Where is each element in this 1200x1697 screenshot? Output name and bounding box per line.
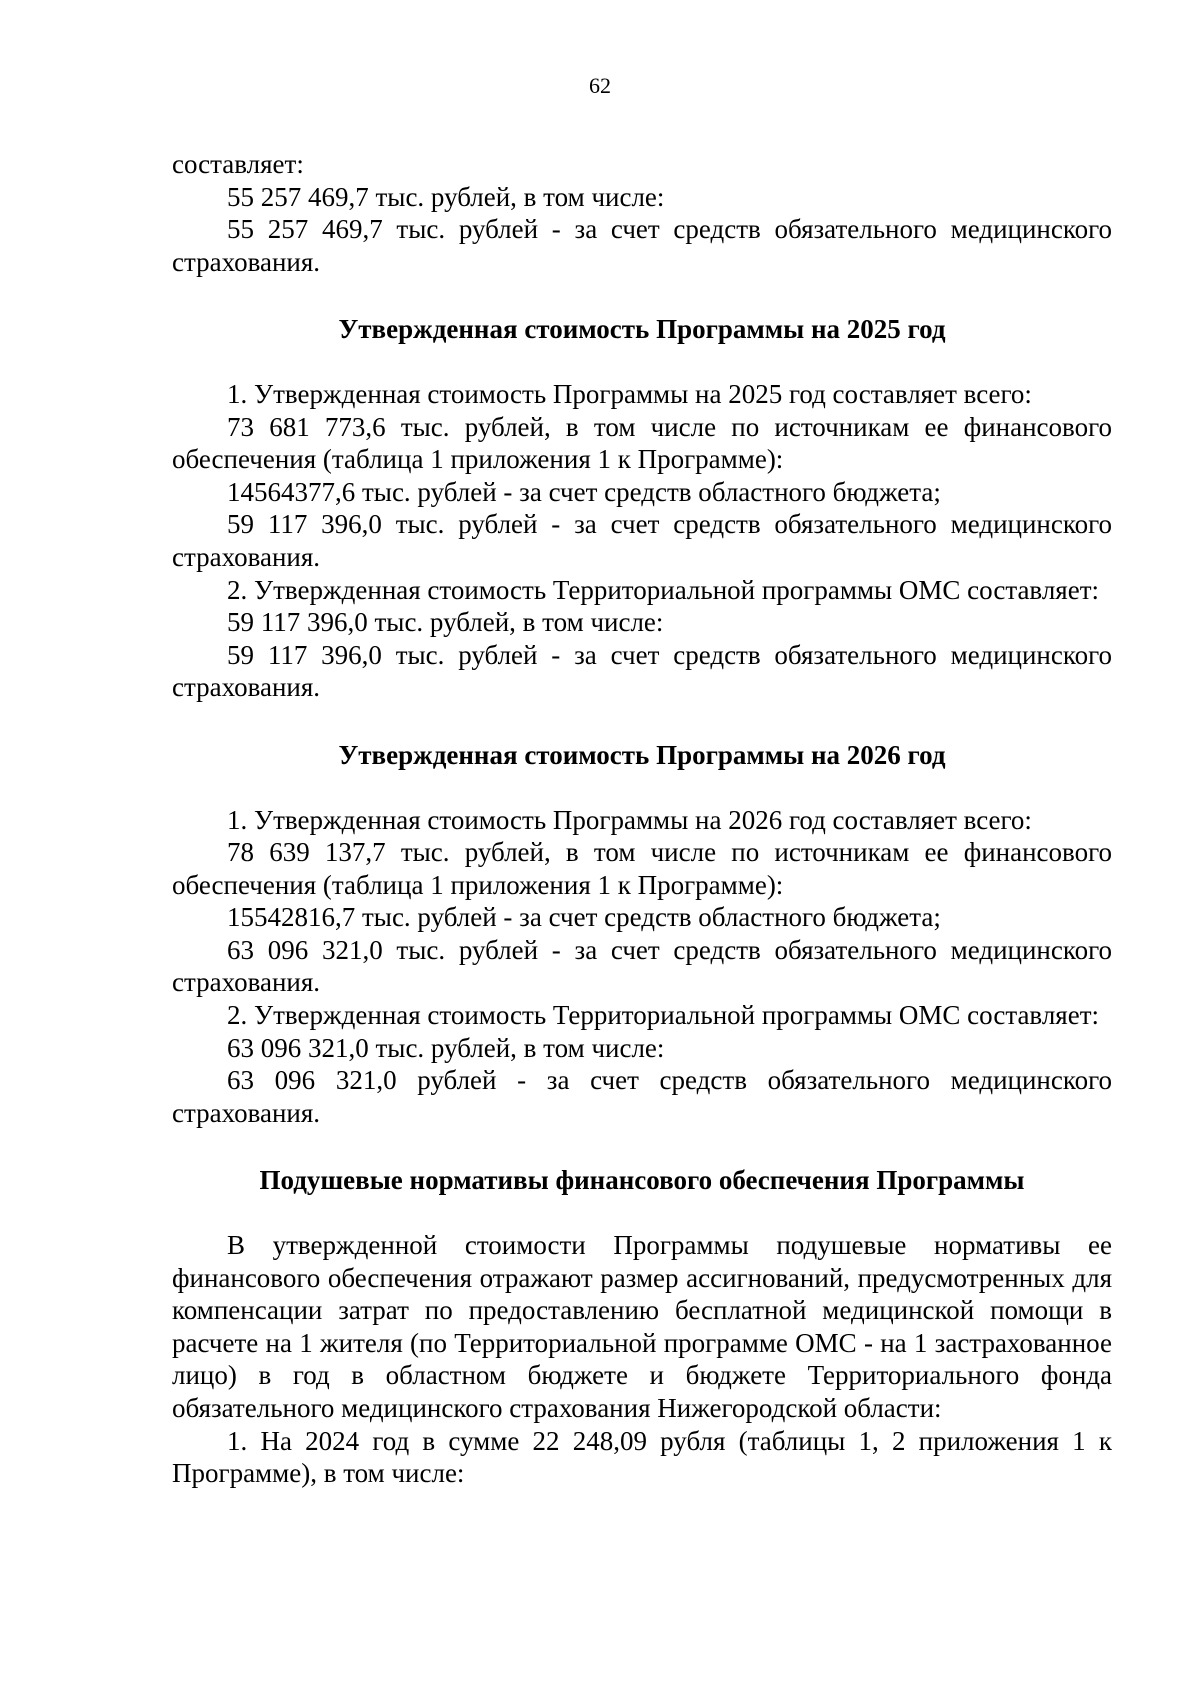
p2025-7: 59 117 396,0 тыс. рублей - за счет средств обязательного медицинского страхования. [172,639,1112,703]
p2025-1: 1. Утвержденная стоимость Программы на 2025 год составляет всего: [227,378,1032,409]
p2026-4: 63 096 321,0 тыс. рублей - за счет средств обязательного медицинского страхования. [172,934,1112,998]
heading-2025: Утвержденная стоимость Программы на 2025 год [338,314,946,345]
p2026-7: 63 096 321,0 рублей - за счет средств обязательного медицинского страхования. [172,1065,1112,1128]
p2026-5: 2. Утвержденная стоимость Территориальной программы ОМС составляет: [227,1000,1100,1031]
heading-norms: Подушевые нормативы финансового обеспечения Программы [259,1165,1025,1196]
page-number: 62 [589,73,611,98]
p2025-3: 14564377,6 тыс. рублей - за счет средств областного бюджета; [227,476,941,507]
document-body [172,148,1112,1490]
heading-2026: Утвержденная стоимость Программы на 2026 год [338,739,946,770]
p2026-3: 15542816,7 тыс. рублей - за счет средств областного бюджета; [227,902,941,933]
intro-line-3: 55 257 469,7 тыс. рублей - за счет средств обязательного медицинского страхования. [172,214,1112,277]
p2026-6: 63 096 321,0 тыс. рублей, в том числе: [227,1032,665,1063]
pnorms-2: 1. На 2024 год в сумме 22 248,09 рубля (таблицы 1, 2 приложения 1 к Программе), в том числе: [172,1425,1112,1489]
pnorms-1: В утвержденной стоимости Программы подушевые нормативы ее финансового обеспечения отражают размер ассигнований, предусмотренных для компенсации затрат по предоставлению бесплатной медицинской помощи в расчете на 1 жителя (по Территориальной программе ОМС - на 1 застрахованное лицо) в год в областном бюджете и бюджете Территориального фонда обязательного медицинского страхования Нижегородской области: [172,1230,1112,1423]
p2025-5: 2. Утвержденная стоимость Территориальной программы ОМС составляет: [227,574,1100,605]
intro-line-2: 55 257 469,7 тыс. рублей, в том числе: [227,181,665,212]
p2026-1: 1. Утвержденная стоимость Программы на 2026 год составляет всего: [227,804,1032,835]
p2026-2: 78 639 137,7 тыс. рублей, в том числе по источникам ее финансового обеспечения (таблица 1 приложения 1 к Программе): [172,837,1112,900]
p2025-2: 73 681 773,6 тыс. рублей, в том числе по источникам ее финансового обеспечения (таблица 1 приложения 1 к Программе): [172,411,1112,475]
p2025-6: 59 117 396,0 тыс. рублей, в том числе: [227,607,664,638]
intro-line-1: составляет: [172,149,304,179]
p2025-4: 59 117 396,0 тыс. рублей - за счет средств обязательного медицинского страхования. [172,509,1112,572]
